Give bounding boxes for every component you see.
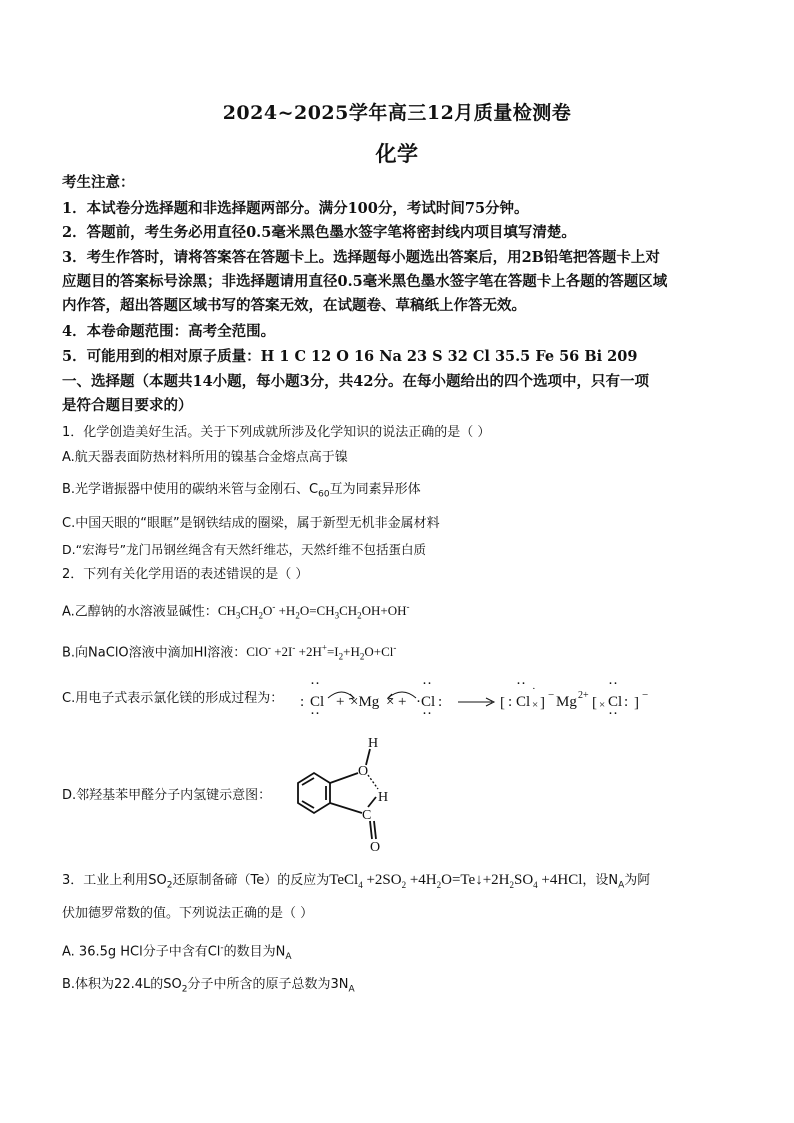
q1-option-d: D.“宏海号”龙门吊钢丝绳含有天然纤维芯，天然纤维不包括蛋白质	[62, 542, 427, 557]
svg-text:Cl: Cl	[608, 694, 623, 710]
q2-option-a: A.乙醇钠的水溶液显碱性：$CH_3CH_2O^- +H_2O=CH_3CH_2OH+OH^-$	[62, 602, 410, 621]
svg-text:··: ··	[310, 678, 320, 692]
subject-title: 化学	[375, 141, 419, 166]
q2-option-c-label: C.用电子式表示氯化镁的形成过程为：	[62, 691, 284, 706]
svg-text:+: +	[336, 694, 345, 710]
svg-text:C: C	[362, 808, 372, 823]
svg-text::: :	[300, 694, 305, 710]
svg-text:··: ··	[608, 678, 618, 692]
salicylaldehyde-structure	[286, 735, 396, 853]
notice-item: 内作答，超出答题区域书写的答案无效，在试题卷、草稿纸上作答无效。	[62, 297, 526, 314]
svg-text:[: [	[592, 695, 597, 711]
notice-item: 5．可能用到的相对原子质量：H 1 C 12 O 16 Na 23 S 32 Cl 35.5 Fe 56 Bi 209	[62, 348, 638, 365]
svg-text:×Mg: ×Mg	[350, 694, 380, 710]
notice-item: 3．考生作答时，请将答案答在答题卡上。选择题每小题选出答案后，用2B铅笔把答题卡上对	[62, 249, 660, 266]
svg-text::: :	[624, 694, 629, 710]
svg-text:··: ··	[422, 706, 432, 722]
notice-heading: 考生注意：	[62, 174, 135, 191]
section-heading: 一、选择题（本题共14小题，每小题3分，共42分。在每小题给出的四个选项中，只有一项	[62, 373, 649, 390]
svg-text:×: ×	[532, 699, 539, 711]
svg-text:··: ··	[516, 678, 526, 692]
electron-formula	[298, 678, 708, 722]
svg-text:H: H	[378, 790, 389, 805]
svg-text:2+: 2+	[578, 690, 589, 701]
q2-option-b: B.向NaClO溶液中滴加HI溶液：$ClO^- +2I^- +2H^+=I_2+H_2O+Cl^-$	[62, 643, 397, 662]
notice-item: 应题目的答案标号涂黑；非选择题请用直径0.5毫米黑色墨水签字笔在答题卡上各题的答题区域	[62, 273, 668, 290]
svg-text:·Cl: ·Cl	[416, 694, 436, 710]
svg-text:Mg: Mg	[556, 694, 577, 710]
q1-option-a: A.航天器表面防热材料所用的镍基合金熔点高于镍	[62, 450, 348, 465]
svg-text:·: ·	[532, 683, 536, 695]
svg-text:×: ×	[599, 699, 606, 711]
svg-text:··: ··	[422, 678, 432, 692]
svg-text:H: H	[368, 736, 379, 751]
svg-text:×: ×	[386, 694, 395, 710]
notice-item: 4．本卷命题范围：高考全范围。	[62, 323, 276, 340]
q1-stem: 1．化学创造美好生活。关于下列成就所涉及化学知识的说法正确的是（ ）	[62, 425, 491, 440]
q3-option-b: B.体积为22.4L的$SO_2$分子中所含的原子总数为$3N_A$	[62, 977, 355, 995]
svg-text:−: −	[642, 689, 649, 701]
q3-reaction-equation: TeCl$_4$ $+2SO_2$ $+4H_2O=Te↓+2H_2SO_4 +4HCl$	[329, 872, 583, 890]
q3-stem-line2: 伏加德罗常数的值。下列说法正确的是（ ）	[62, 906, 314, 921]
svg-text:··: ··	[608, 706, 618, 722]
q2-option-d-label: D.邻羟基苯甲醛分子内氢键示意图：	[62, 788, 272, 803]
q3-stem-line1: 3．工业上利用$SO_2$还原制备碲（Te）的反应为TeCl$_4$ $+2SO_2$ $+4H_2O=Te↓+2H_2SO_4 +4HCl$，设$N_A$为阿	[62, 872, 651, 891]
svg-text:]: ]	[634, 695, 639, 711]
notice-item: 1．本试卷分选择题和非选择题两部分。满分100分，考试时间75分钟。	[62, 200, 529, 217]
svg-text:O: O	[370, 840, 381, 853]
svg-text::: :	[508, 694, 513, 710]
svg-text:−: −	[548, 689, 555, 701]
svg-text:Cl: Cl	[310, 694, 325, 710]
q2-b-equation: $ClO^- +2I^- +2H^+=I_2+H_2O+Cl^-$	[246, 643, 397, 662]
svg-text::: :	[438, 694, 443, 710]
q2-stem: 2．下列有关化学用语的表述错误的是（ ）	[62, 567, 309, 582]
svg-text:O: O	[358, 764, 369, 779]
svg-text:+: +	[398, 694, 407, 710]
section-heading: 是符合题目要求的）	[62, 397, 193, 414]
q1-option-b: B.光学谐振器中使用的碳纳米管与金刚石、$C_{60}$互为同素异形体	[62, 482, 421, 500]
q2-a-equation: $CH_3CH_2O^- +H_2O=CH_3CH_2OH+OH^-$	[217, 602, 410, 621]
svg-text:]: ]	[540, 695, 545, 711]
svg-text:··: ··	[310, 706, 320, 722]
svg-text:Cl: Cl	[516, 694, 531, 710]
svg-text:[: [	[500, 695, 505, 711]
notice-item: 2．答题前，考生务必用直径0.5毫米黑色墨水签字笔将密封线内项目填写清楚。	[62, 224, 576, 241]
q1-option-c: C.中国天眼的“眼眶”是钢铁结成的圈梁，属于新型无机非金属材料	[62, 516, 440, 531]
exam-title: 2024~2025学年高三12月质量检测卷	[222, 102, 572, 124]
q3-option-a: A. 36.5g HCl分子中含有Cl-的数目为$N_A$	[62, 943, 292, 962]
